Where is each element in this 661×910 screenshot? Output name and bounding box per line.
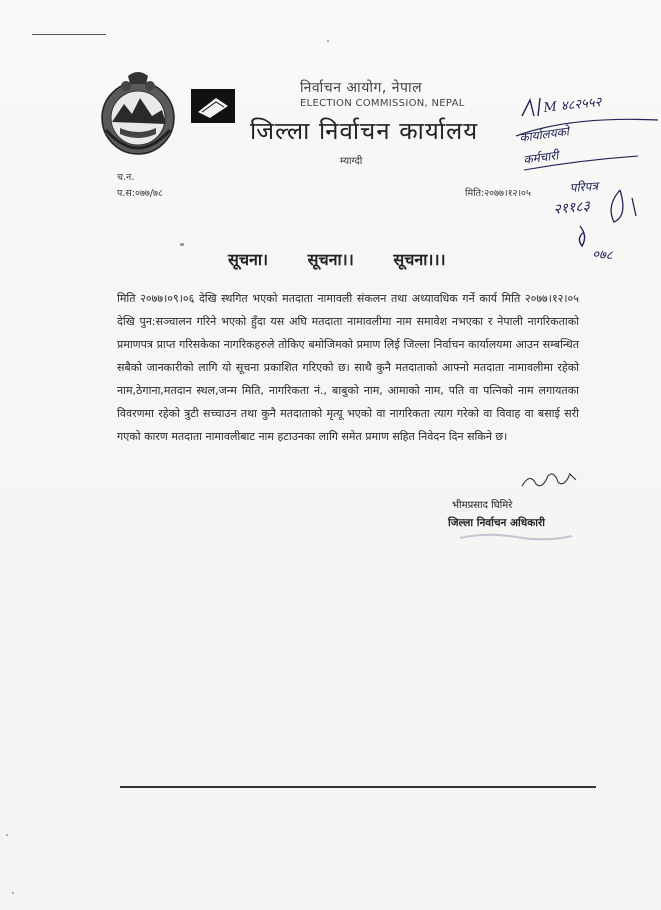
top-rule: [32, 34, 106, 35]
bottom-rule: [120, 786, 596, 788]
signatory-name: भीमप्रसाद घिमिरे: [452, 500, 513, 511]
signatory-title: जिल्ला निर्वाचन अधिकारी: [448, 517, 545, 529]
ballot-box-icon: [190, 88, 236, 124]
paper-speck: [327, 40, 329, 42]
cha-na-label: च.न.: [117, 172, 135, 183]
pa-sa-reference: प.स:०७७/७८: [117, 188, 163, 199]
notice-heading-2: सूचना।।: [307, 250, 354, 269]
notice-heading-3: सूचना।।।: [393, 250, 446, 269]
handwritten-note-2: कार्यालयको: [518, 124, 570, 145]
stamp-shadow: [456, 528, 576, 549]
nepal-emblem-icon: [98, 70, 178, 158]
commission-name-english: ELECTION COMMISSION, NEPAL: [300, 98, 465, 109]
handwritten-note-1: M ४८२५५२: [542, 94, 603, 116]
office-title: जिल्ला निर्वाचन कार्यालय: [250, 117, 479, 145]
paper-speck: [180, 243, 184, 246]
handwritten-note-5: २११८३: [552, 198, 591, 218]
paper-speck: [12, 892, 14, 894]
handwritten-note-6: ०७८: [591, 247, 613, 264]
handwritten-annotation: [510, 86, 660, 276]
district-name: म्याग्दी: [340, 156, 363, 167]
notice-body: मिति २०७७।०९।०६ देखि स्थगित भएको मतदाता नामावली संकलन तथा अध्यावधिक गर्ने कार्य मिति २०७७।१२।०५ देखि पुन:सञ्चालन गरिने भएको हुँदा यस अघि मतदाता नामावलीमा नाम समावेश नभएका र नेपाली नागरिकताको प्रमाणपत्र प्राप्त गरिसकेका नागरिकहरुले तोकिए बमोजिमको प्रमाण लिई जिल्ला निर्वाचन कार्यालयमा आउन सम्बन्धित सबैको जानकारीको लागि यो सूचना प्रकाशित गरिएको छ। साथै कुनै मतदाताको आफ्नो मतदाता नामावलीमा रहेको नाम,ठेगाना,मतदान स्थल,जन्म मिति, नागरिकता नं., बाबुको नाम, आमाको नाम, पति वा पत्निको नाम लगायतका विवरणमा रहेको त्रुटी सच्चाउन तथा कुनै मतदाताको मृत्यू भएको वा नागरिकता त्याग गरेको वा विवाह वा बसाई सरी गएको कारण मतदाता नामावलीबाट नाम हटाउनका लागि समेत प्रमाण सहित निवेदन दिन सकिने छ।: [117, 292, 579, 443]
handwritten-note-3: कर्मचारी: [522, 148, 560, 167]
paper-speck: [6, 834, 8, 836]
issue-date: मिति:२०७७।१२।०५: [465, 188, 531, 199]
signature-scribble: [520, 468, 580, 494]
notice-heading-row: [228, 248, 480, 270]
handwritten-note-4: परिपत्र: [569, 179, 599, 195]
commission-name-nepali: निर्वाचन आयोग, नेपाल: [300, 80, 423, 96]
notice-heading-1: सूचना।: [228, 250, 269, 269]
